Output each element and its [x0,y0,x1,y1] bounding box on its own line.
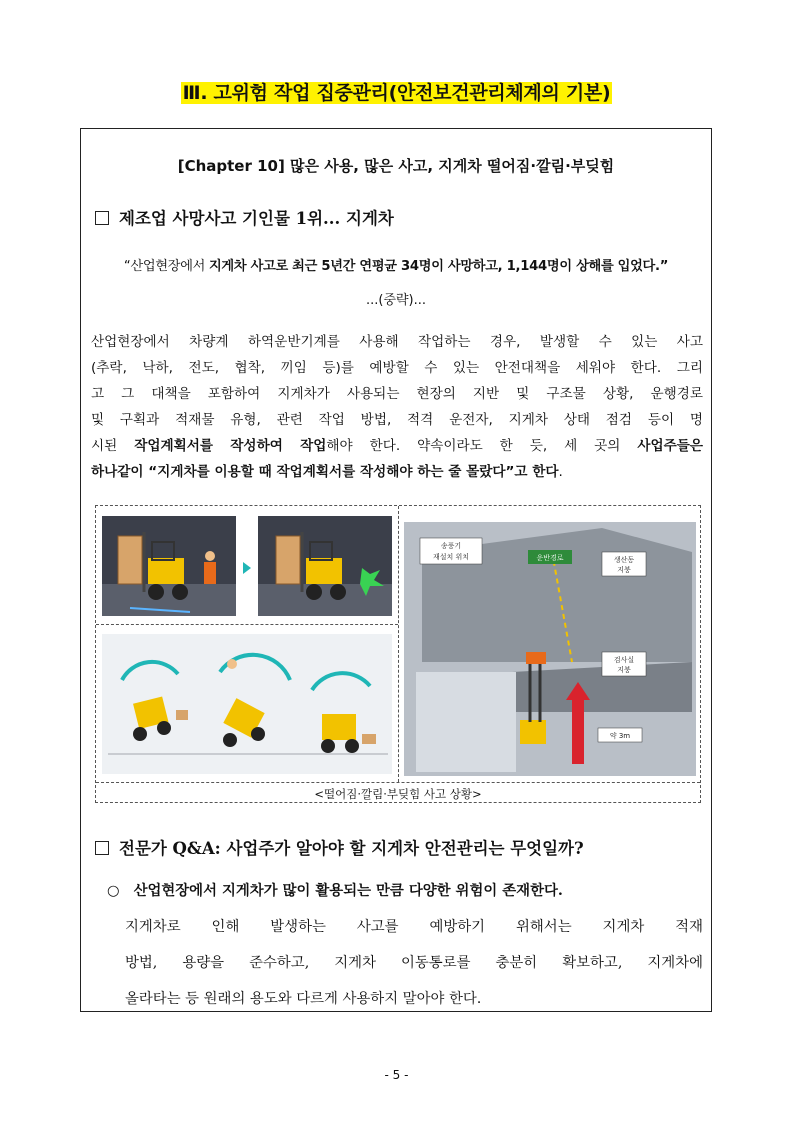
tag1-line1-label: 송풍기 [440,542,462,550]
figure-divider-vertical [398,506,399,782]
roof1-line2-label: 지붕 [617,566,631,574]
body-line-5-bold2: 사업주들은 [637,438,703,454]
building-scene-illustration [402,512,698,778]
news-quote [81,255,711,274]
route-label: 운반경로 [536,554,564,562]
figure-caption: <떨어짐·깔림·부딪힘 사고 상황> [314,787,482,801]
body-line-6-end: . [558,464,563,480]
qa-line-2: 방법, 용량을 준수하고, 지게차 이동통로를 충분히 확보하고, 지게차에 [125,955,703,971]
next-arrow-icon [243,562,251,574]
figure-caption-divider [96,782,700,783]
building-wall [416,672,516,772]
worker-icon [204,551,216,584]
qa-body [125,909,703,1017]
bullet-circle-icon: ○ [107,883,120,899]
roof1-line1-label: 생산동 [613,556,635,564]
body-line-6 [91,459,703,485]
quote-prefix: “산업현장에서 [123,259,209,274]
body-line-4: 및 구획과 적재물 유형, 관련 작업 방법, 적격 운전자, 지게차 상태 점검 등이 명 [91,412,703,428]
height-label: 약 3m [609,732,631,740]
qa-bullet-text: 산업현장에서 지게차가 많이 활용되는 만큼 다양한 위험이 존재한다. [133,882,563,899]
body-line-6-bold: 하나같이 “지게차를 이용할 때 작업계획서를 작성해야 하는 줄 몰랐다”고 한다 [91,464,559,480]
qa-line-3: 올라타는 등 원래의 용도와 다르게 사용하지 말아야 한다. [125,991,482,1007]
qa-line-1: 지게차로 인해 발생하는 사고를 예방하기 위해서는 지게차 적재 [125,919,703,935]
section2-heading-text: 전문가 Q&A: 사업주가 알아야 할 지게차 안전관리는 무엇일까? [119,839,584,858]
tipover-illustration [100,630,396,778]
page-title [0,78,793,105]
tag1-line2-label: 재설치 위치 [432,553,470,561]
floor-right [258,584,392,616]
section1-heading [95,205,394,229]
roof2-line1-label: 검사실 [613,656,635,664]
checkbox-square-icon [95,211,109,225]
height-arrow-shaft [572,698,584,764]
body-line-5-mid: 해야 한다. 약속이라도 한 듯, 세 곳의 [326,438,638,454]
section2-heading [95,835,584,859]
content-frame [80,128,712,1012]
section1-heading-text: 제조업 사망사고 기인물 1위... 지게차 [119,209,394,228]
ellipsis-text: ...(중략)... [365,293,427,308]
collision-illustration [100,512,396,620]
body-line-1: 산업현장에서 차량계 하역운반기계를 사용해 작업하는 경우, 발생할 수 있는 사고 [91,334,703,350]
body-line-3: 고 그 대책을 포함하여 지게차가 사용되는 현장의 지반 및 구조물 상황, 운행경로 [91,386,703,402]
body-line-5-pre: 시된 [91,438,135,454]
body-line-5-bold: 작업계획서를 작성하여 작업 [134,438,327,454]
quote-bold: 지게차 사고로 최근 5년간 연평균 34명이 사망하고, 1,144명이 상해를 입었다.” [208,259,669,274]
chapter-title: [Chapter 10] 많은 사용, 많은 사고, 지게차 떨어짐·깔림·부딪힘 [177,157,615,175]
accident-figure [95,505,701,803]
figure-divider-horizontal [96,624,398,625]
qa-bullet-line [107,879,563,900]
roof2-line2-label: 지붕 [617,666,631,674]
section1-body [91,329,703,485]
body-line-5 [91,433,703,459]
checkbox-square-icon [95,841,109,855]
body-line-2: (추락, 낙하, 전도, 협착, 끼임 등)를 예방할 수 있는 안전대책을 세워야 한다. 그리 [91,360,703,376]
page-number: - 5 - [384,1068,409,1082]
page-title-text: Ⅲ. 고위험 작업 집중관리(안전보건관리체계의 기본) [182,82,611,104]
